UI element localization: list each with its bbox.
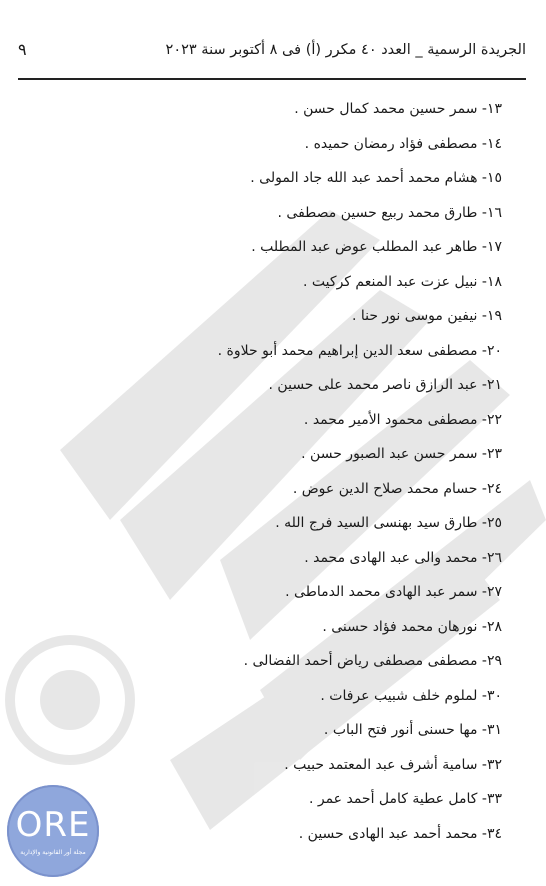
page-number: ٩ (18, 40, 27, 59)
header-divider (18, 78, 526, 80)
list-item: ٣١- مها حسنى أنور فتح الباب . (323, 722, 502, 738)
page-header (18, 36, 526, 76)
list-item: ٢٦- محمد والى عبد الهادى محمد . (304, 549, 502, 566)
names-list (32, 92, 502, 851)
list-item: ٢٥- طارق سيد بهنسى السيد فرج الله . (275, 515, 502, 531)
list-item: ٢٧- سمر عبد الهادى محمد الدماطى . (285, 584, 502, 600)
list-item: ١٨- نبيل عزت عبد المنعم كركيت . (303, 273, 502, 290)
list-item: ٣٠- لملوم خلف شبيب عرفات . (320, 687, 502, 704)
ore-logo (7, 785, 99, 877)
list-item: ١٧- طاهر عبد المطلب عوض عبد المطلب . (251, 239, 502, 255)
list-item: ٢٠- مصطفى سعد الدين إبراهيم محمد أبو حلاوة . (217, 342, 502, 359)
list-item: ٢١- عبد الرازق ناصر محمد على حسين . (268, 377, 502, 393)
logo-subtext: مجلة أور القانونية والإدارية (20, 849, 86, 856)
list-item: ٢٢- مصطفى محمود الأمير محمد . (303, 411, 502, 428)
list-item: ١٣- سمر حسين محمد كمال حسن . (294, 101, 502, 117)
list-item: ٢٨- نورهان محمد فؤاد حسنى . (322, 618, 502, 635)
list-item: ٢٣- سمر حسن عبد الصبور حسن . (301, 446, 502, 462)
list-item: ٢٤- حسام محمد صلاح الدين عوض . (292, 480, 502, 497)
list-item: ١٦- طارق محمد ربيع حسين مصطفى . (277, 204, 502, 221)
list-item: ٣٤- محمد أحمد عبد الهادى حسين . (298, 825, 502, 842)
logo-text: ORE (15, 805, 91, 845)
list-item: ٣٢- سامية أشرف عبد المعتمد حبيب . (284, 756, 502, 773)
header-title: الجريدة الرسمية _ العدد ٤٠ مكرر (أ) فى ٨ أكتوبر سنة ٢٠٢٣ (165, 42, 526, 58)
list-item: ٢٩- مصطفى مصطفى رياض أحمد الفضالى . (243, 653, 502, 669)
list-item: ١٥- هشام محمد أحمد عبد الله جاد المولى . (250, 170, 502, 186)
list-item: ١٤- مصطفى فؤاد رمضان حميده . (304, 135, 502, 152)
list-item: ١٩- نيفين موسى نور حنا . (351, 308, 502, 324)
list-item: ٣٣- كامل عطية كامل أحمد عمر . (308, 791, 502, 807)
